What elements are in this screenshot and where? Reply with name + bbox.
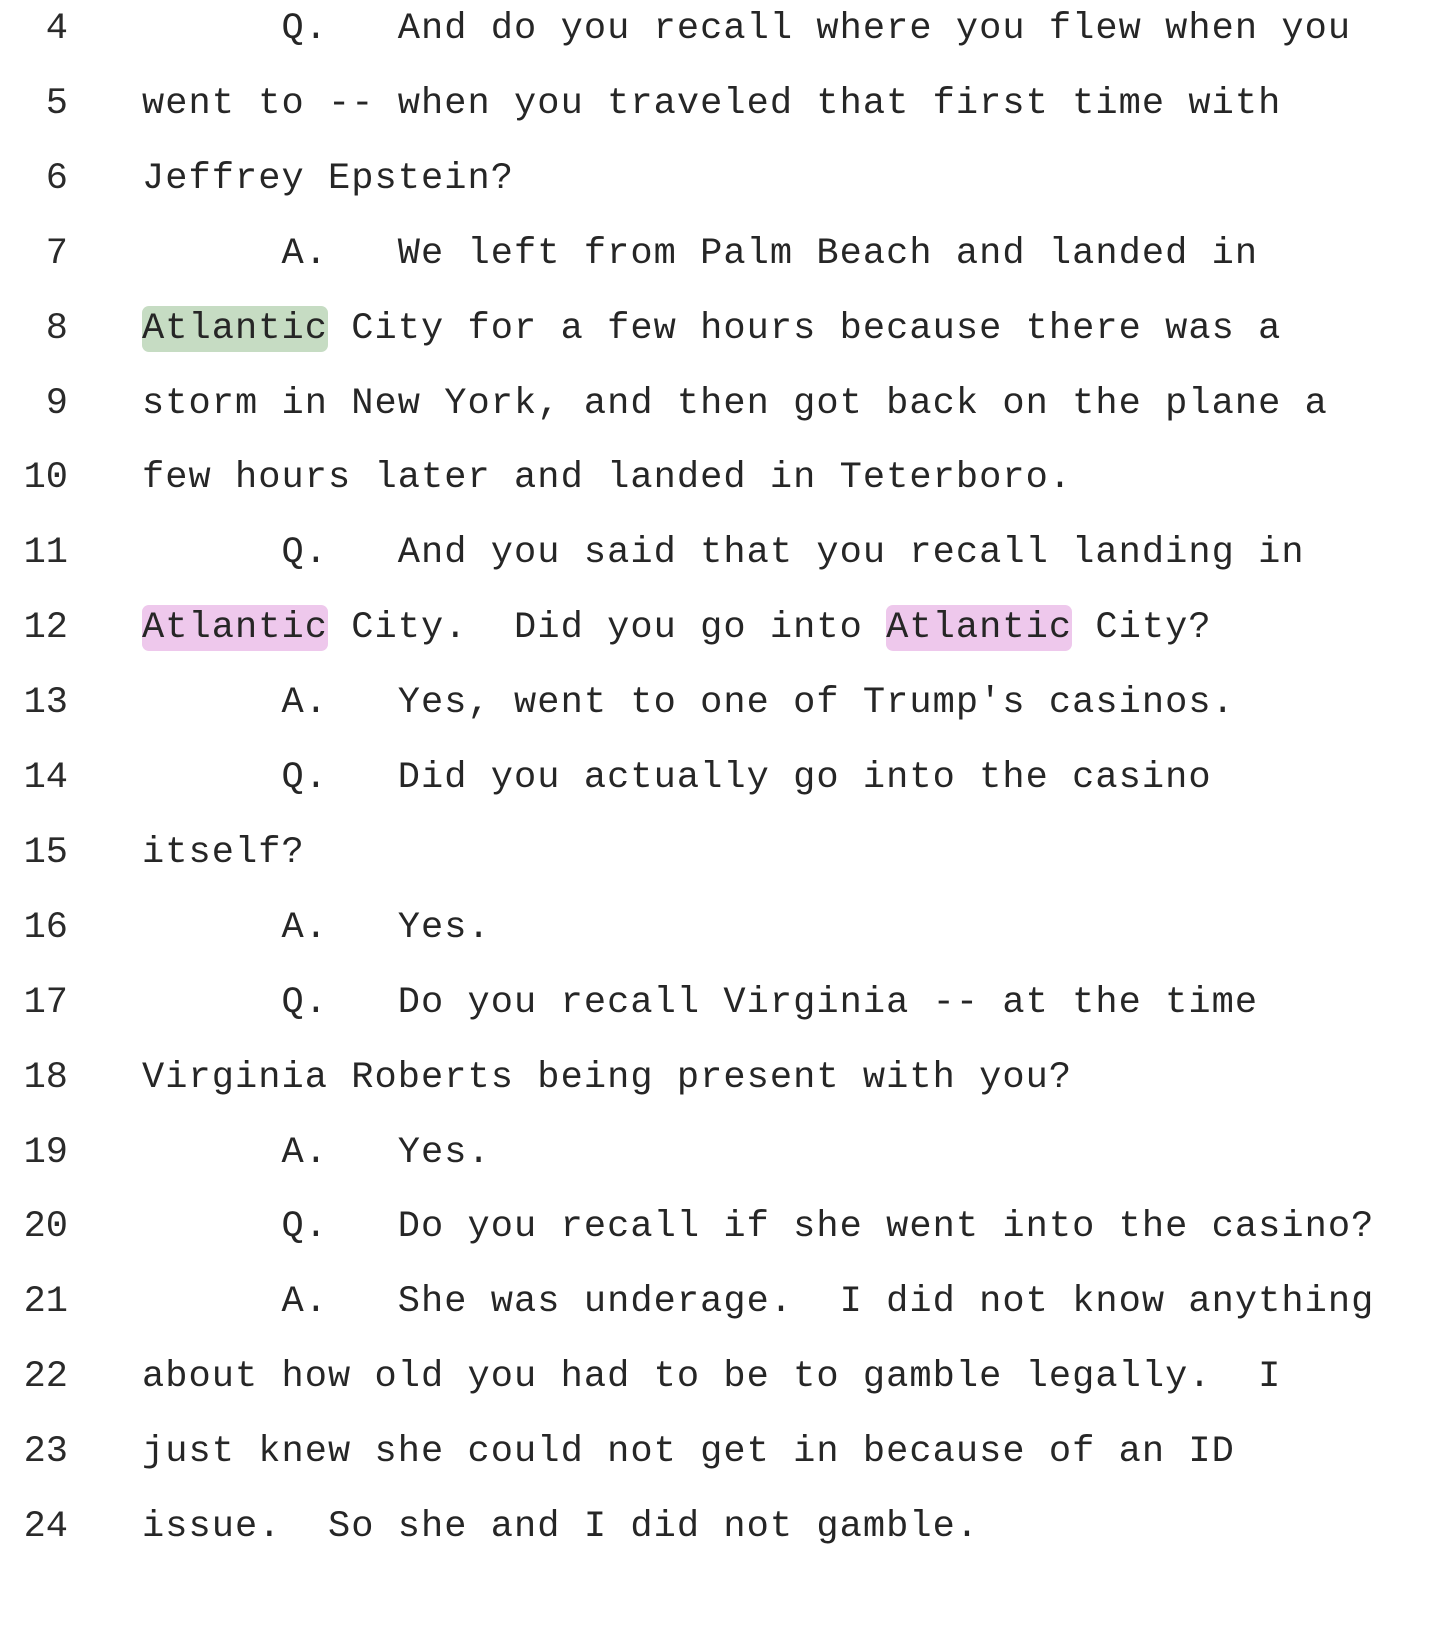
line-number: 18 — [23, 1056, 68, 1099]
line-text — [142, 303, 1281, 355]
line-number: 23 — [23, 1431, 68, 1474]
line-number: 24 — [23, 1506, 68, 1548]
line-number: 20 — [23, 1206, 68, 1249]
line-number: 21 — [23, 1281, 68, 1324]
line-text — [142, 527, 1305, 579]
line-text — [142, 1351, 1281, 1403]
line-text — [142, 1052, 1072, 1104]
line-number: 10 — [23, 457, 68, 500]
text-segment: went to -- when you traveled that first time with — [142, 82, 1282, 125]
line-number: 9 — [45, 382, 68, 425]
line-number: 6 — [45, 157, 68, 200]
line-text — [142, 378, 1328, 430]
text-segment: itself? — [142, 831, 305, 874]
text-segment: Q. And do you recall where you flew when you — [142, 8, 1352, 50]
line-number: 19 — [23, 1131, 68, 1174]
line-number: 4 — [45, 8, 68, 50]
line-text — [142, 752, 1212, 804]
text-segment: A. Yes, went to one of Trump's casinos. — [142, 682, 1235, 725]
text-segment: A. Yes. — [142, 906, 491, 949]
text-segment: Virginia Roberts being present with you? — [142, 1056, 1073, 1099]
search-highlight-green: Atlantic — [142, 307, 329, 350]
line-number: 22 — [23, 1356, 68, 1399]
line-number: 14 — [23, 757, 68, 799]
line-text — [142, 1276, 1374, 1328]
text-segment: City? — [1072, 607, 1212, 650]
text-segment: City for a few hours because there was a — [328, 307, 1282, 350]
line-text — [142, 1426, 1235, 1478]
line-text — [142, 677, 1235, 729]
text-segment: A. She was underage. I did not know anything — [142, 1281, 1375, 1324]
text-segment: Q. Do you recall Virginia -- at the time — [142, 981, 1259, 1024]
line-number: 17 — [23, 981, 68, 1024]
text-segment: Jeffrey Epstein? — [142, 157, 515, 200]
line-text — [142, 902, 491, 954]
search-highlight-pink: Atlantic — [886, 607, 1073, 650]
search-highlight-pink: Atlantic — [142, 607, 329, 650]
line-number: 8 — [45, 307, 68, 350]
text-segment: storm in New York, and then got back on the plane a — [142, 382, 1328, 425]
line-number: 13 — [23, 682, 68, 725]
line-number: 12 — [23, 607, 68, 650]
line-number: 16 — [23, 906, 68, 949]
line-text — [142, 228, 1258, 280]
text-segment: A. Yes. — [142, 1131, 491, 1174]
line-text — [142, 3, 1351, 55]
line-number: 15 — [23, 831, 68, 874]
text-segment: about how old you had to be to gamble legally. I — [142, 1356, 1282, 1399]
line-text — [142, 1201, 1374, 1253]
line-text — [142, 452, 1072, 504]
line-number: 11 — [23, 532, 68, 575]
text-segment: A. We left from Palm Beach and landed in — [142, 232, 1259, 275]
line-number: 5 — [45, 82, 68, 125]
line-number: 7 — [45, 232, 68, 275]
line-text — [142, 977, 1258, 1029]
line-text — [142, 153, 514, 205]
text-segment: Q. Do you recall if she went into the casino? — [142, 1206, 1375, 1249]
text-segment: issue. So she and I did not gamble. — [142, 1506, 980, 1548]
text-segment: Q. Did you actually go into the casino — [142, 757, 1212, 799]
text-segment: City. Did you go into — [328, 607, 887, 650]
line-text — [142, 827, 305, 879]
line-text — [142, 78, 1281, 130]
line-text — [142, 1501, 979, 1553]
line-text — [142, 1127, 491, 1179]
text-segment: just knew she could not get in because of an ID — [142, 1431, 1235, 1474]
text-segment: Q. And you said that you recall landing in — [142, 532, 1305, 575]
text-segment: few hours later and landed in Teterboro. — [142, 457, 1073, 500]
line-text — [142, 602, 1212, 654]
